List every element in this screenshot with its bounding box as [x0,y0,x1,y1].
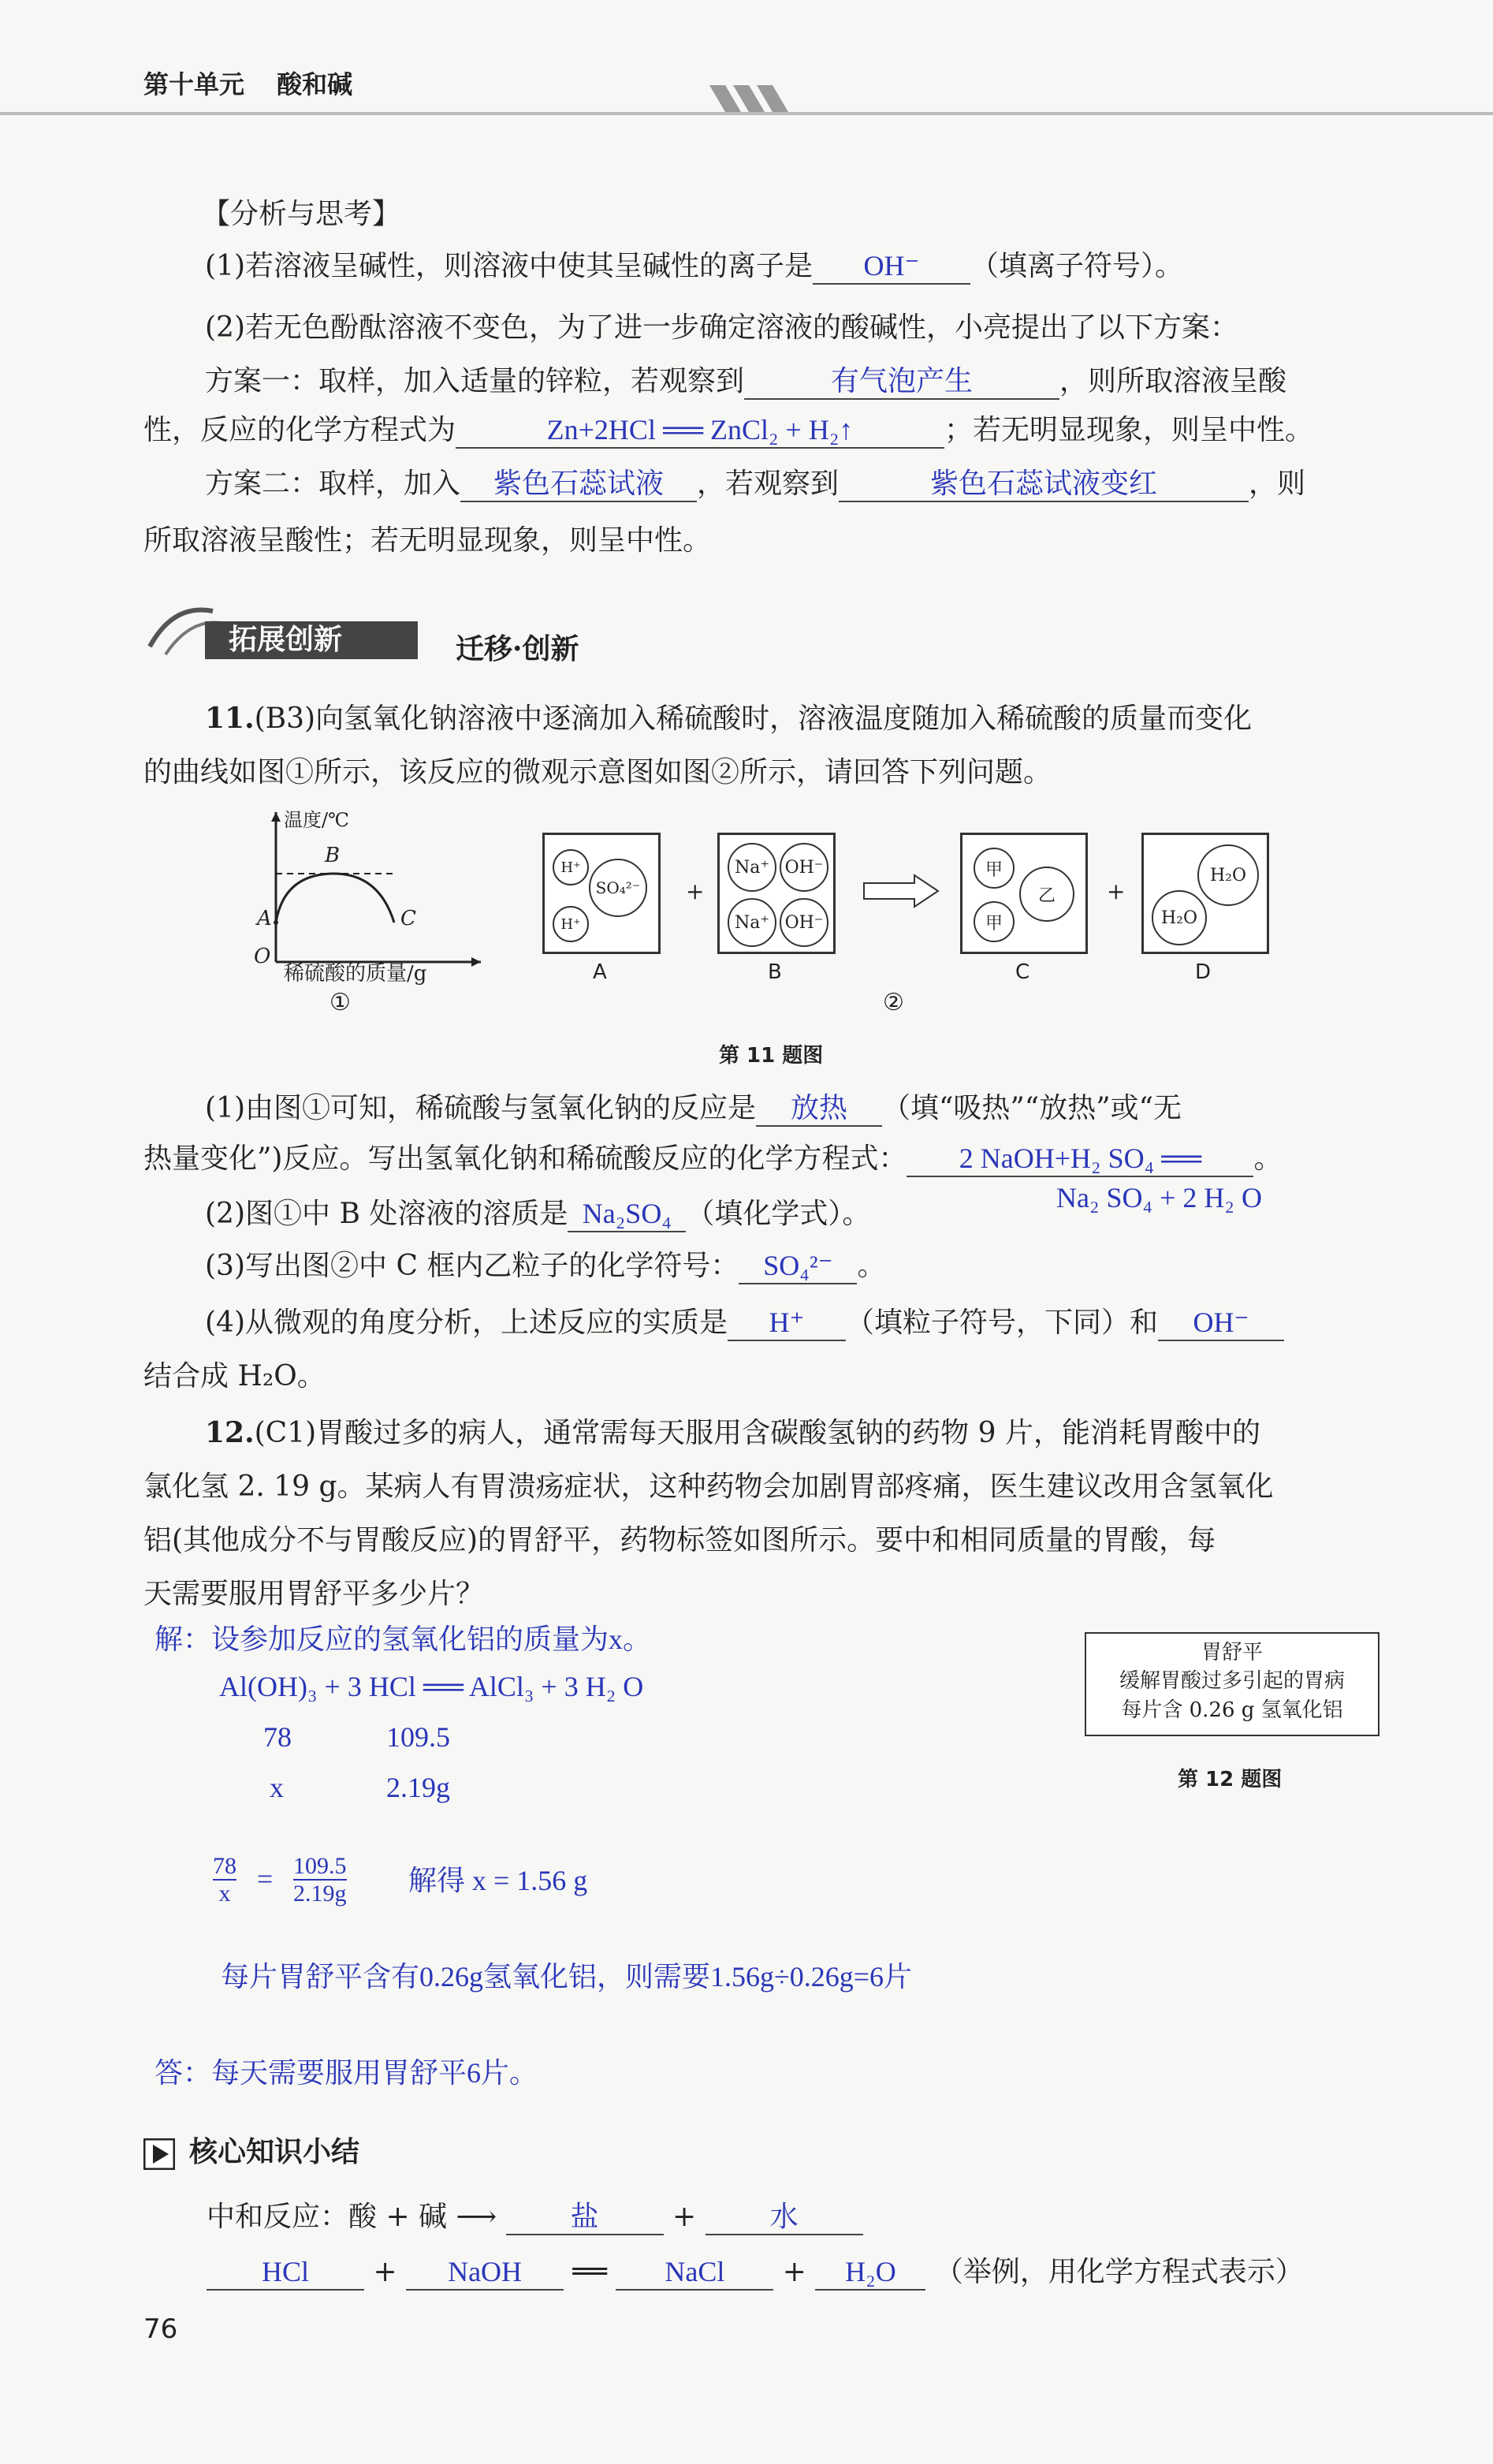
answer-exothermic: 放热 [790,1092,847,1124]
header-topic: 酸和碱 [277,69,353,99]
answer-eq-part1: 2 NaOH+H₂ SO₄ ══ [959,1143,1202,1174]
graph-origin: O [254,945,271,968]
solution-78: 78 [263,1721,292,1753]
q12-line4: 天需要服用胃舒平多少片？ [143,1578,485,1610]
figure-1-number: ① [330,989,351,1016]
drug-label [1085,1632,1379,1736]
particle-jia: 甲 [974,901,1015,942]
figure-2-number: ② [883,989,904,1016]
solution-2-19g: 2.19g [386,1772,450,1803]
answer-hcl: HCl [261,2256,309,2287]
q11-line1: 11.(B3)向氢氧化钠溶液中逐滴加入稀硫酸时，溶液温度随加入稀硫酸的质量而变化 [205,702,1253,735]
proportion-fraction-1: 78 x [213,1853,236,1907]
drug-label-title: 胃舒平 [1201,1641,1263,1664]
graph-xlabel: 稀硫酸的质量/g [284,962,427,986]
plus-sign: + [1107,878,1126,904]
q11-s3: (3)写出图②中 C 框内乙粒子的化学符号： SO₄²⁻ 。 [205,1249,885,1284]
answer-litmus: 紫色石蕊试液 [493,468,665,499]
particle-yi: 乙 [1019,867,1074,922]
q12-line3: 铝(其他成分不与胃酸反应)的胃舒平，药物标签如图所示。要中和相同质量的胃酸，每 [143,1524,1216,1556]
answer-nacl: NaCl [665,2256,725,2287]
analysis-heading: 【分析与思考】 [202,198,401,230]
answer-h2o: H₂O [845,2256,896,2287]
proportion-equals: = [257,1863,274,1895]
particle-oh: OH⁻ [780,843,828,892]
drug-label-use: 缓解胃酸过多引起的胃病 [1119,1669,1345,1694]
drug-label-content: 每片含 0.26 g 氢氧化铝 [1121,1698,1343,1722]
header-stripes [694,85,804,112]
solution-intro: 解：设参加反应的氢氧化铝的质量为x。 [155,1623,652,1655]
analysis-q1: (1)若溶液呈碱性，则溶液中使其呈碱性的离子是 OH⁻ （填离子符号）。 [205,249,1183,285]
page-number: 76 [143,2313,178,2345]
plan-two: 方案二：取样，加入 紫色石蕊试液 ，若观察到 紫色石蕊试液变红 ，则 [205,467,1305,502]
particle-h2o: H₂O [1197,844,1259,906]
answer-water: 水 [769,2201,799,2232]
box-b [717,833,836,954]
q12-line1: 12.(C1)胃酸过多的病人，通常需每天服用含碳酸氢钠的药物 9 片，能消耗胃酸中的 [205,1416,1260,1449]
answer-litmus-red: 紫色石蕊试液变红 [930,468,1158,499]
plus-sign: + [686,878,705,904]
box-d [1141,833,1269,954]
solution-109-5: 109.5 [386,1721,450,1753]
particle-oh: OH⁻ [780,898,828,947]
solution-per-tablet: 每片胃舒平含有0.26g氢氧化铝，则需要1.56g÷0.26g=6片 [221,1961,913,1992]
particle-so4: SO₄²⁻ [589,859,647,917]
box-c-label: C [1015,960,1030,984]
graph-ylabel: 温度/℃ [284,809,349,831]
q11-s2: (2)图①中 B 处溶液的溶质是 Na₂SO₄ （填化学式）。 [205,1197,870,1232]
play-icon [143,2138,175,2170]
particle-h: H⁺ [553,906,589,942]
box-a-label: A [593,960,607,984]
answer-zn-equation: Zn+2HCl ══ ZnCl₂ + H₂↑ [546,414,854,445]
plan-one-line2: 性，反应的化学方程式为 Zn+2HCl ══ ZnCl₂ + H₂↑ ；若无明显现象，则呈中性。 [143,413,1313,449]
summary-line1: 中和反应：酸 + 碱 ⟶ 盐 + 水 [207,2200,863,2235]
answer-na2so4: Na₂SO₄ [582,1198,672,1229]
proportion-fraction-2: 109.5 2.19g [293,1853,347,1907]
reaction-arrow [862,874,941,911]
solution-equation: Al(OH)₃ + 3 HCl ══ AlCl₃ + 3 H₂ O [219,1671,644,1702]
section-subtitle: 迁移·创新 [456,632,579,665]
figure-11-caption: 第 11 题图 [719,1044,824,1068]
particle-h2o: H₂O [1152,890,1207,945]
particle-na: Na⁺ [728,898,776,947]
box-c [960,833,1088,954]
answer-bubbles: 有气泡产生 [831,365,974,397]
q12-line2: 氯化氢 2. 19 g。某病人有胃溃疡症状，这种药物会加剧胃部疼痛，医生建议改用含氢氧化 [143,1471,1274,1503]
header-rule [0,112,1493,115]
q11-s4: (4)从微观的角度分析，上述反应的实质是 H⁺ （填粒子符号，下同）和 OH⁻ [205,1306,1284,1341]
answer-so4: SO₄²⁻ [763,1250,833,1281]
analysis-q2: (2)若无色酚酞溶液不变色，为了进一步确定溶液的酸碱性，小亮提出了以下方案： [205,311,1238,344]
q11-line2: 的曲线如图①所示，该反应的微观示意图如图②所示，请回答下列问题。 [143,756,1052,788]
q11-s1: (1)由图①可知，稀硫酸与氢氧化钠的反应是 放热 （填“吸热”“放热”或“无 [205,1091,1182,1127]
figure-12-caption: 第 12 题图 [1178,1768,1283,1791]
graph-point-a: A [257,907,272,930]
summary-heading: 核心知识小结 [189,2136,360,2168]
answer-oh-ion: OH⁻ [1193,1307,1249,1338]
answer-h-ion: H⁺ [769,1307,805,1338]
plan-one: 方案一：取样，加入适量的锌粒，若观察到 有气泡产生 ，则所取溶液呈酸 [205,364,1286,400]
box-b-label: B [768,960,782,984]
section-badge: 拓展创新 [229,624,343,656]
graph-point-c: C [400,907,416,930]
answer-oh: OH⁻ [863,250,920,281]
box-a [542,833,661,954]
solution-result: 解得 x = 1.56 g [408,1865,588,1896]
answer-salt: 盐 [570,2201,599,2232]
graph-point-b: B [325,844,341,867]
plan-two-line2: 所取溶液呈酸性；若无明显现象，则呈中性。 [143,524,712,557]
particle-h: H⁺ [553,849,589,885]
box-d-label: D [1195,960,1212,984]
answer-naoh: NaOH [448,2256,523,2287]
answer-eq-part2: Na₂ SO₄ + 2 H₂ O [1056,1182,1262,1213]
solution-x: x [270,1772,284,1803]
summary-line2: HCl + NaOH ══ NaCl + H₂O （举例，用化学方程式表示） [207,2255,1304,2291]
header-unit: 第十单元 [143,69,245,99]
header [143,69,352,99]
particle-na: Na⁺ [728,843,776,892]
q11-s1-line2: 热量变化”)反应。写出氢氧化钠和稀硫酸反应的化学方程式： 2 NaOH+H₂ SO₄ ══ 。 [143,1142,1282,1177]
q11-s4-line2: 结合成 H₂O。 [143,1360,326,1392]
particle-jia: 甲 [974,848,1015,889]
solution-answer: 答：每天需要服用胃舒平6片。 [155,2057,538,2089]
